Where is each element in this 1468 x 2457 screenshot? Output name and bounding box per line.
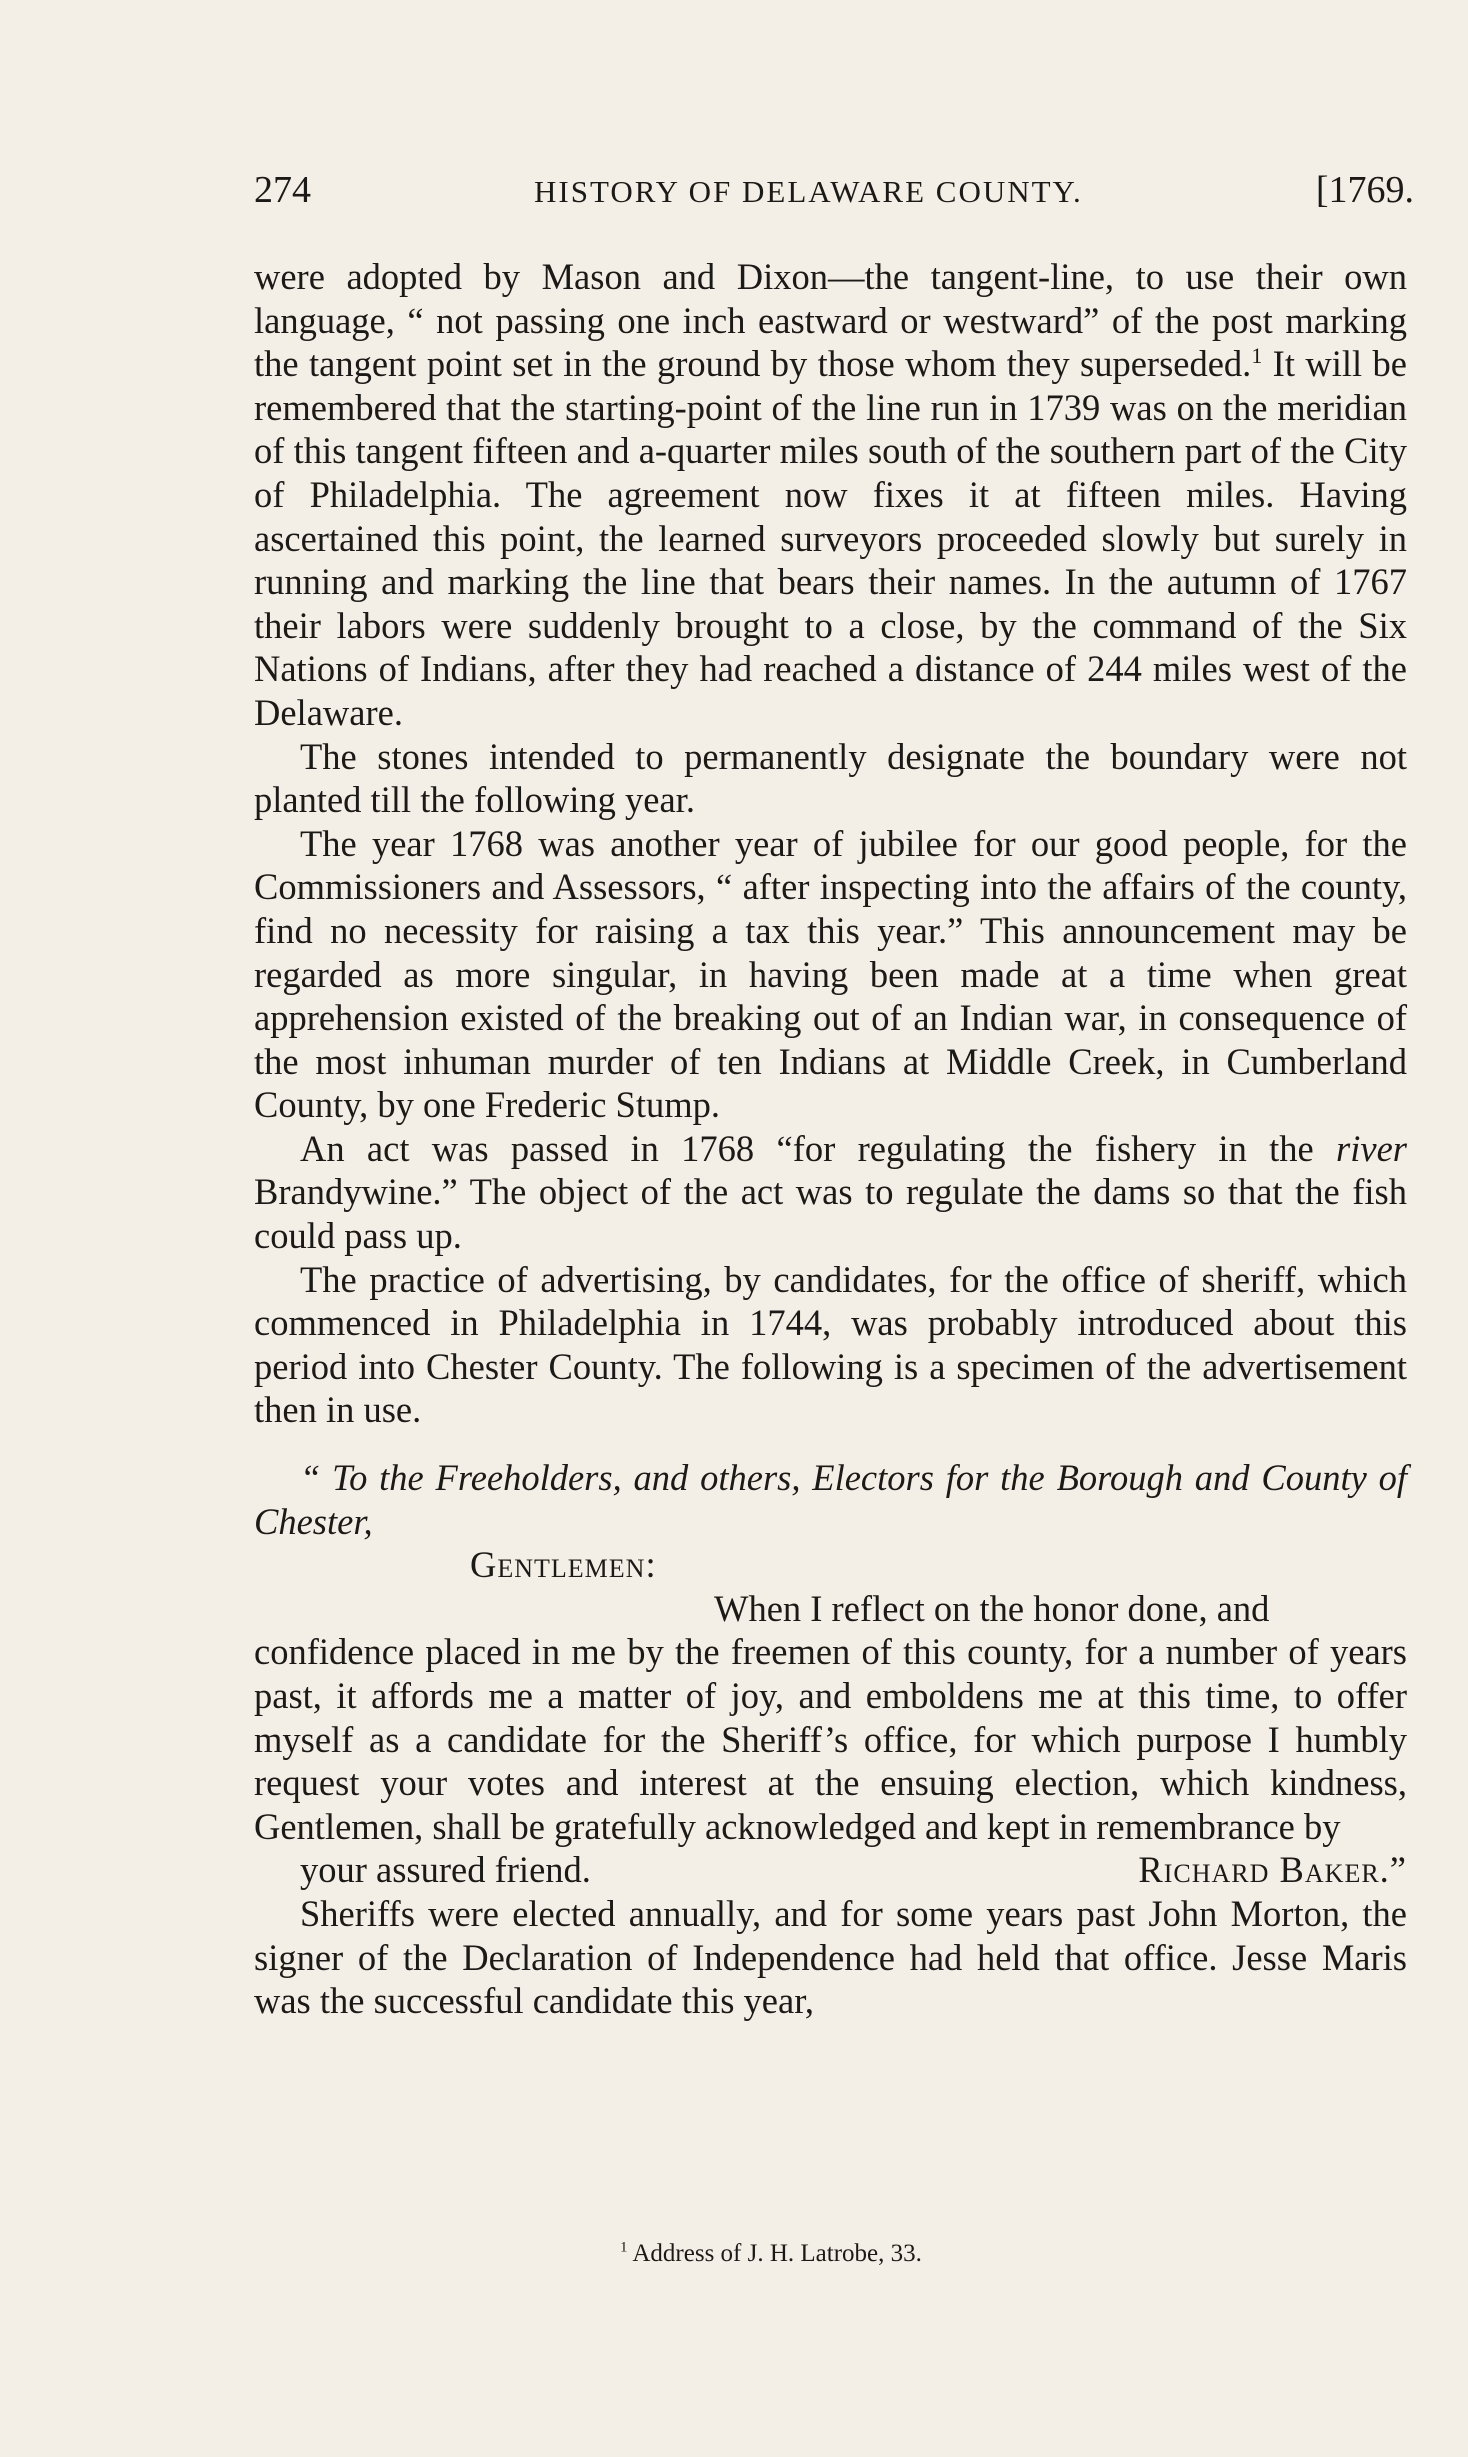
paragraph-mason-dixon <box>254 255 1407 735</box>
letter-lead-line: When I reflect on the honor done, and <box>714 1587 1270 1629</box>
paragraph-stones: The stones intended to permanently designate the boundary were not planted till the following year. <box>254 735 1407 821</box>
paragraph-advertising: The practice of advertising, by candidates, for the office of sheriff, which commenced in Philadelphia in 1744, was probably introduced about this period into Chester County. The following is a specimen of the advertisement then in use. <box>254 1258 1407 1431</box>
paragraph-text: It will be remembered that the starting-point of the line run in 1739 was on the meridian of this tangent fifteen and a-quarter miles south of the southern part of the City of Philadelphia. The agreement now fixes it at fifteen miles. Having ascertained this point, the learned surveyors proceeded slowly but surely in running and marking the line that bears their names. In the autumn of 1767 their labors were suddenly brought to a close, by the command of the Six Nations of Indians, after they had reached a distance of 244 miles west of the Delaware. <box>254 343 1407 733</box>
paragraph-sheriffs: Sheriffs were elected annually, and for some years past John Morton, the signer of the Declaration of Independence had held that office. Jesse Maris was the successful candidate this year, <box>254 1892 1407 2022</box>
quoted-advertisement <box>254 1456 1407 1892</box>
paragraph-text: An act was passed in 1768 “for regulating the fishery in the <box>300 1127 1337 1169</box>
letter-closing: your assured friend. <box>300 1849 591 1891</box>
letter-address: “ To the Freeholders, and others, Electors for the Borough and County of Chester, <box>254 1457 1407 1542</box>
year-marker: [1769. <box>1315 169 1414 211</box>
italic-word: river <box>1336 1127 1407 1169</box>
letter-signature: Richard Baker.” <box>1138 1849 1407 1891</box>
letter-salutation: Gentlemen: <box>470 1544 657 1586</box>
letter-body: confidence placed in me by the freemen of this county, for a number of years past, it affords me a matter of joy, and emboldens me at this time, to offer myself as a candidate for the Sheriff’s office, for which purpose I humbly request your votes and interest at the ensuing election, which kindness, Gentlemen, shall be gratefully acknowledged and kept in remembrance by <box>254 1631 1407 1847</box>
page-number: 274 <box>254 169 311 211</box>
paragraph-text: were adopted by Mason and Dixon—the tangent-line, to use their own language, “ not passing one inch eastward or westward” of the post marking the tangent point set in the ground by those whom they superseded. <box>254 256 1407 385</box>
paragraph-fishery-act <box>254 1127 1407 1258</box>
footnote-text: Address of J. H. Latrobe, 33. <box>627 2240 922 2267</box>
page-body <box>254 255 1407 2023</box>
footnote-marker: 1 <box>620 2239 628 2256</box>
letter-signoff <box>254 1848 1407 1892</box>
footnote-reference: 1 <box>1251 343 1263 369</box>
paragraph-jubilee: The year 1768 was another year of jubilee for our good people, for the Commissioners and Assessors, “ after inspecting into the affairs of the county, find no necessity for raising a tax this year.” This announcement may be regarded as more singular, in having been made at a time when great apprehension existed of the breaking out of an Indian war, in consequence of the most inhuman murder of ten Indians at Middle Creek, in Cumberland County, by one Frederic Stump. <box>254 822 1407 1126</box>
footnote <box>620 2240 922 2268</box>
page-header <box>254 168 1414 224</box>
paragraph-text: Brandywine.” The object of the act was to regulate the dams so that the fish could pass up. <box>254 1171 1407 1257</box>
running-title: HISTORY OF DELAWARE COUNTY. <box>534 174 1083 209</box>
